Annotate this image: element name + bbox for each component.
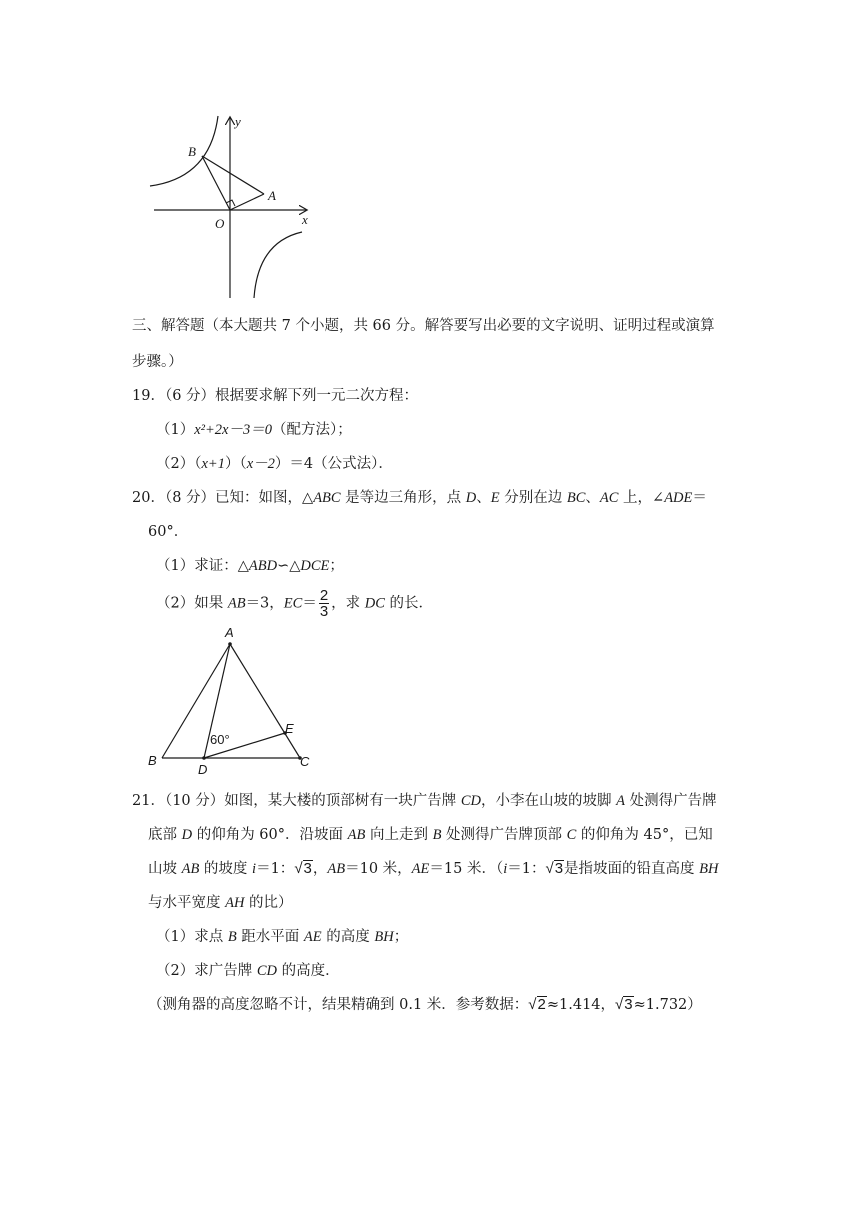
angle-label: 60° — [210, 732, 230, 747]
q21-line3: 山坡 AB 的坡度 i＝1：√3，AB＝10 米，AE＝15 米．（i＝1：√3是指坡面的铅直高度 BH — [148, 860, 719, 877]
triangle-figure — [142, 620, 322, 778]
section3-heading-line2: 步骤。） — [132, 354, 183, 370]
fraction-two-thirds: $\frac{2}{3}$ — [319, 587, 329, 620]
point-a — [228, 642, 232, 646]
point-d — [202, 756, 206, 760]
label-b: B — [188, 144, 196, 159]
label-o: O — [215, 216, 225, 231]
q21-line1: 21．（10 分）如图，某大楼的顶部树有一块广告牌 CD，小李在山坡的坡脚 A 处测得广告牌 — [132, 793, 717, 809]
q20-part2: （2）如果 AB＝3，EC＝ $\frac{2}{3}$ ，求 DC 的长． — [156, 587, 434, 620]
label-a: A — [225, 625, 234, 640]
q21-note: （测角器的高度忽略不计，结果精确到 0.1 米．参考数据：√2≈1.414，√3≈1.732） — [148, 996, 702, 1013]
q20-header: 20．（8 分）已知：如图，△ABC 是等边三角形，点 D、E 分别在边 BC、AC 上，∠ADE＝ — [132, 490, 707, 506]
side-ac — [230, 644, 300, 758]
segment-oa — [230, 194, 264, 210]
q19-header: 19．（6 分）根据要求解下列一元二次方程： — [132, 388, 419, 404]
label-a: A — [268, 188, 276, 203]
q19-part1: （1）x²+2x－3＝0（配方法）； — [156, 422, 352, 438]
label-e: E — [285, 721, 294, 736]
hyperbola-figure — [140, 108, 320, 303]
sqrt-three: √3 — [545, 860, 564, 877]
sqrt-three: √3 — [615, 996, 633, 1013]
q21-part2: （2）求广告牌 CD 的高度． — [156, 963, 340, 979]
label-d: D — [198, 762, 208, 777]
q21-part1: （1）求点 B 距水平面 AE 的高度 BH； — [156, 929, 409, 945]
sqrt-three: √3 — [294, 860, 312, 877]
label-x: x — [302, 212, 308, 227]
label-c: C — [300, 754, 310, 769]
section3-heading-line1: 三、解答题（本大题共 7 个小题，共 66 分。解答要写出必要的文字说明、证明过程或演算 — [132, 318, 715, 334]
hyperbola-branch-upper-left — [150, 116, 218, 186]
hyperbola-branch-lower-right — [254, 232, 302, 298]
label-y: y — [235, 114, 241, 129]
label-b: B — [148, 753, 157, 768]
q20-part1: （1）求证：△ABD∽△DCE； — [156, 558, 344, 574]
q20-header-line2: 60°． — [148, 524, 189, 540]
q19-part2: （2）（x+1）（x－2）＝4（公式法）． — [156, 456, 393, 472]
sqrt-two: √2 — [528, 996, 546, 1013]
q21-line4: 与水平宽度 AH 的比） — [148, 895, 293, 911]
q21-line2: 底部 D 的仰角为 60°．沿坡面 AB 向上走到 B 处测得广告牌顶部 C 的仰角为 45°，已知 — [148, 827, 713, 843]
